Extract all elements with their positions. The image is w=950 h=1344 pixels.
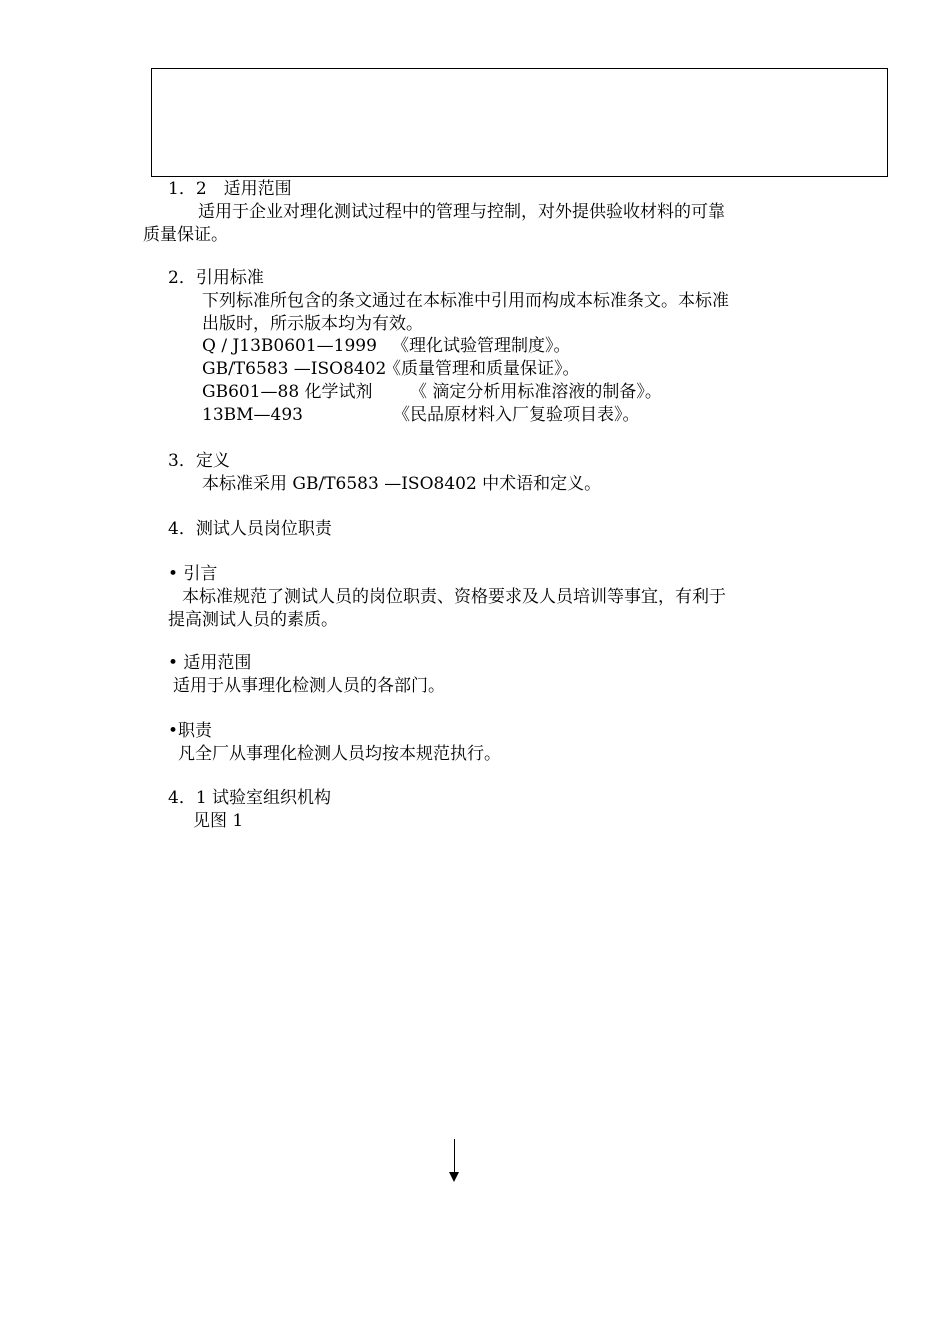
bullet-duty-body: 凡全厂从事理化检测人员均按本规范执行。 — [178, 744, 501, 764]
reference-title: 《 滴定分析用标准溶液的制备》。 — [410, 382, 662, 402]
section-3-heading: 3．定义 — [168, 451, 230, 471]
reference-code: Q / J13B0601—1999 — [202, 336, 377, 356]
bullet-intro-body-line2: 提高测试人员的素质。 — [168, 610, 338, 630]
reference-title: 《质量管理和质量保证》。 — [384, 359, 580, 379]
section-2-intro-line1: 下列标准所包含的条文通过在本标准中引用而构成本标准条文。本标准 — [202, 291, 729, 311]
reference-code: GB/T6583 —ISO8402 — [202, 359, 387, 379]
bullet-intro-body-line1: 本标准规范了测试人员的岗位职责、资格要求及人员培训等事宜，有利于 — [182, 587, 726, 607]
section-4-1-body: 见图 1 — [193, 811, 244, 831]
reference-title: 《理化试验管理制度》。 — [392, 336, 571, 356]
section-1-2-body-line2: 质量保证。 — [143, 225, 228, 245]
section-3-body: 本标准采用 GB/T6583 —ISO8402 中术语和定义。 — [202, 474, 602, 494]
section-1-2-heading: 1．2 适用范围 — [168, 179, 292, 199]
section-2-intro-line2: 出版时，所示版本均为有效。 — [202, 314, 423, 334]
section-4-1-heading: 4．1 试验室组织机构 — [168, 788, 332, 808]
arrow-down-icon — [449, 1172, 459, 1182]
bullet-duty-heading: •职责 — [168, 721, 213, 741]
reference-code: GB601—88 化学试剂 — [202, 382, 373, 402]
reference-title: 《民品原材料入厂复验项目表》。 — [393, 405, 640, 425]
bullet-intro-heading: • 引言 — [168, 564, 218, 584]
reference-code: 13BM—493 — [202, 405, 303, 425]
bullet-scope-heading: • 适用范围 — [168, 653, 252, 673]
header-box — [151, 68, 888, 177]
bullet-scope-body: 适用于从事理化检测人员的各部门。 — [173, 676, 445, 696]
section-2-heading: 2．引用标准 — [168, 268, 264, 288]
section-4-heading: 4．测试人员岗位职责 — [168, 519, 332, 539]
section-1-2-body-line1: 适用于企业对理化测试过程中的管理与控制，对外提供验收材料的可靠 — [198, 202, 725, 222]
arrow-line — [454, 1139, 455, 1173]
